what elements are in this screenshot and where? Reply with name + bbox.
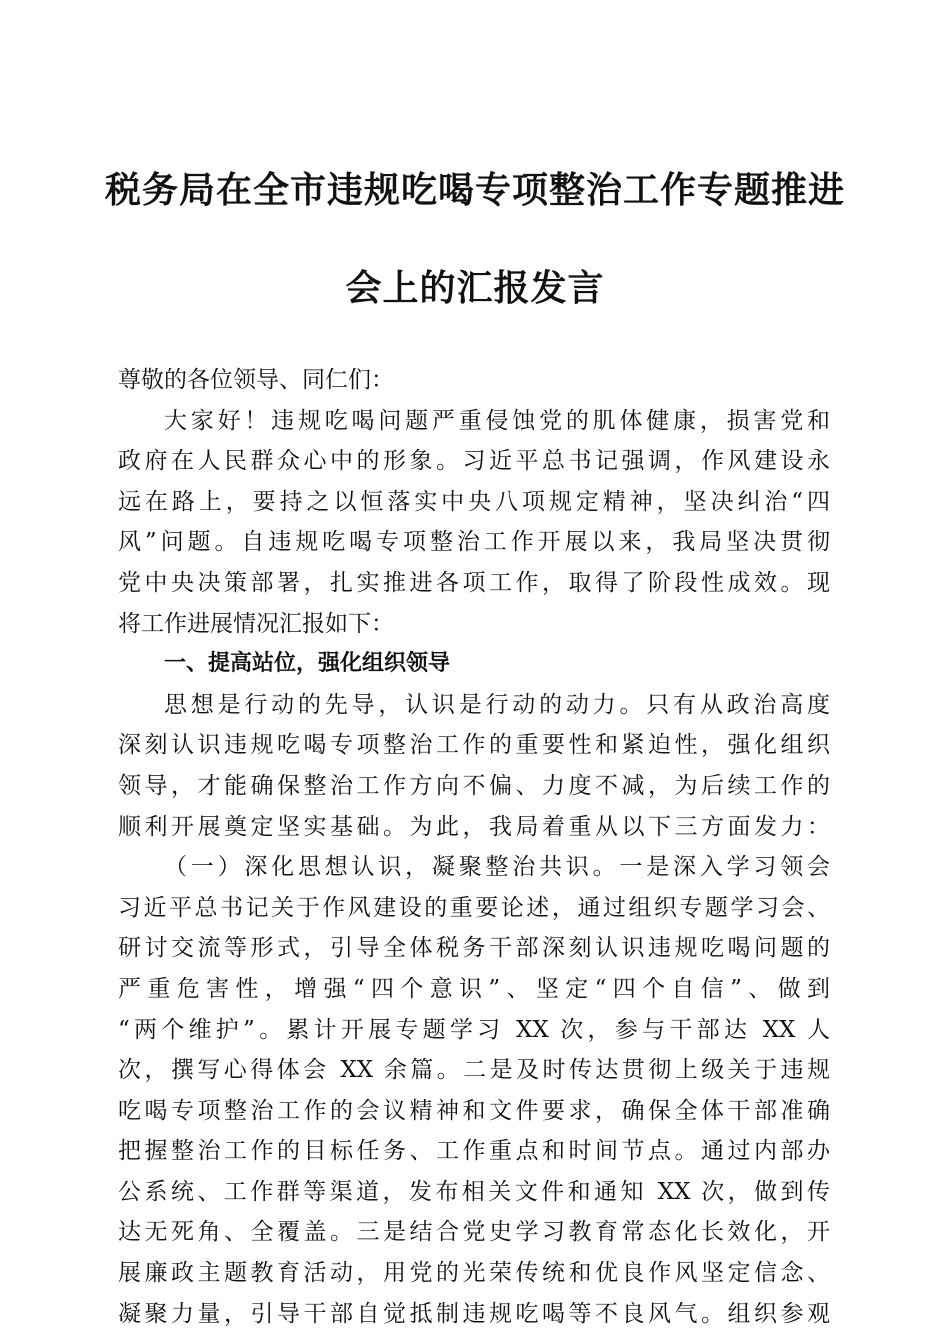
- body-line: 达无死角、全覆盖。三是结合党史学习教育常态化长效化，开: [118, 1219, 830, 1246]
- body-line: 顺利开展奠定坚实基础。为此，我局着重从以下三方面发力：: [118, 813, 830, 840]
- salutation-line: 尊敬的各位领导、同仁们：: [118, 367, 394, 393]
- body-line: 将工作进展情况汇报如下：: [118, 610, 394, 637]
- body-line: （一）深化思想认识，凝聚整治共识。一是深入学习领会: [164, 854, 830, 881]
- body-line: 政府在人民群众心中的形象。习近平总书记强调，作风建设永: [118, 448, 830, 475]
- body-line: 习近平总书记关于作风建设的重要论述，通过组织专题学习会、: [118, 894, 830, 921]
- document-title-line-2: 会上的汇报发言: [345, 267, 605, 309]
- body-line: 公系统、工作群等渠道，发布相关文件和通知 XX 次，做到传: [118, 1178, 830, 1205]
- body-line: 把握整治工作的目标任务、工作重点和时间节点。通过内部办: [118, 1138, 830, 1165]
- document-body: [118, 360, 830, 1334]
- body-line: 党中央决策部署，扎实推进各项工作，取得了阶段性成效。现: [118, 569, 830, 596]
- body-line: 风”问题。自违规吃喝专项整治工作开展以来，我局坚决贯彻: [118, 529, 830, 556]
- body-line: “两个维护”。累计开展专题学习 XX 次，参与干部达 XX 人: [118, 1016, 830, 1043]
- document-title-line-1: 税务局在全市违规吃喝专项整治工作专题推进: [104, 169, 845, 211]
- body-line: 吃喝专项整治工作的会议精神和文件要求，确保全体干部准确: [118, 1097, 830, 1124]
- section-heading: 一、提高站位，强化组织领导: [164, 651, 451, 677]
- body-line: 凝聚力量，引导干部自觉抵制违规吃喝等不良风气。组织参观: [118, 1300, 830, 1327]
- body-line: 次，撰写心得体会 XX 余篇。二是及时传达贯彻上级关于违规: [118, 1057, 830, 1084]
- body-line: 远在路上，要持之以恒落实中央八项规定精神，坚决纠治“四: [118, 488, 830, 515]
- body-line: 领导，才能确保整治工作方向不偏、力度不减，为后续工作的: [118, 772, 830, 799]
- body-line: 研讨交流等形式，引导全体税务干部深刻认识违规吃喝问题的: [118, 935, 830, 962]
- body-line: 大家好！违规吃喝问题严重侵蚀党的肌体健康，损害党和: [164, 407, 830, 434]
- body-line: 深刻认识违规吃喝专项整治工作的重要性和紧迫性，强化组织: [118, 732, 830, 759]
- body-line: 严重危害性，增强“四个意识”、坚定“四个自信”、做到: [118, 975, 830, 1002]
- body-line: 思想是行动的先导，认识是行动的动力。只有从政治高度: [164, 691, 830, 718]
- body-line: 展廉政主题教育活动，用党的光荣传统和优良作风坚定信念、: [118, 1260, 830, 1287]
